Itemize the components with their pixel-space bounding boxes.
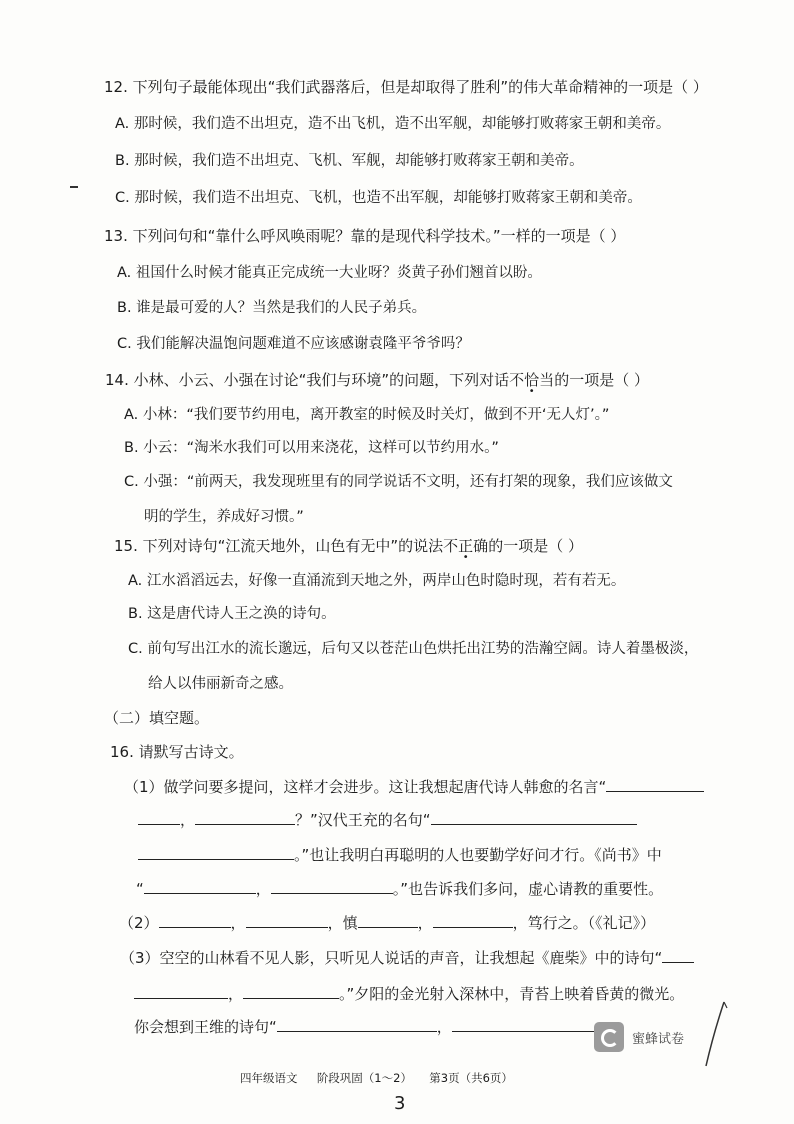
q16-part3-text3: 你会想到王维的诗句“	[134, 1018, 277, 1036]
q16-part1-text2: ？”汉代王充的名句“	[295, 811, 431, 829]
q16-comma: ，	[180, 811, 196, 829]
answer-blank[interactable]	[138, 843, 294, 860]
q15-option-b: B. 这是唐代诗人王之涣的诗句。	[128, 606, 336, 622]
pen-mark	[700, 1000, 730, 1070]
q16-stem: 16. 请默写古诗文。	[110, 743, 244, 761]
q16-comma: ，	[436, 1018, 452, 1036]
q16-comma: ，	[417, 914, 433, 932]
q15-stem-post: 的一项是（ ）	[488, 537, 583, 555]
q16-part2-label: （2）	[119, 914, 159, 932]
answer-blank[interactable]	[431, 808, 637, 825]
answer-blank[interactable]	[433, 911, 513, 928]
footer-info	[240, 1068, 513, 1088]
q16-part1-text4: 。”也告诉我们多问，虚心请教的重要性。	[392, 880, 664, 898]
q13-option-c: C. 我们能解决温饱问题难道不应该感谢袁隆平爷爷吗？	[117, 336, 470, 352]
q16-part2-shen: ，慎	[327, 914, 358, 932]
answer-blank[interactable]	[358, 911, 418, 928]
scan-speck	[70, 186, 78, 188]
q16-part3-line1	[120, 946, 694, 968]
q14-option-c-line1: C. 小强：“前两天，我发现班里有的同学说话不文明，还有打架的现象，我们应该做文	[124, 474, 673, 490]
q15-stem-emphasis: 不正确	[443, 537, 489, 555]
answer-blank[interactable]	[452, 1015, 610, 1032]
answer-blank[interactable]	[134, 982, 228, 999]
footer-subject: 四年级语文	[240, 1071, 298, 1085]
q16-part3-line2	[134, 982, 684, 1004]
answer-blank[interactable]	[195, 808, 295, 825]
q16-part2-end: ，笃行之。（《礼记》）	[512, 914, 656, 932]
footer-unit: 阶段巩固（1～2）	[316, 1071, 412, 1085]
q15-option-a: A. 江水滔滔远去，好像一直涌流到天地之外，两岸山色时隐时现，若有若无。	[128, 573, 626, 589]
answer-blank[interactable]	[144, 877, 256, 894]
q16-part1-line2	[138, 808, 637, 830]
q12-stem: 12. 下列句子最能体现出“我们武器落后，但是却取得了胜利”的伟大革命精神的一项是（ ）	[104, 78, 708, 96]
answer-blank[interactable]	[159, 911, 231, 928]
answer-blank[interactable]	[138, 808, 180, 825]
page-number: 3	[394, 1093, 406, 1114]
q12-option-b: B. 那时候，我们造不出坦克、飞机、军舰，却能够打败蒋家王朝和美帝。	[115, 153, 584, 169]
q13-option-a: A. 祖国什么时候才能真正完成统一大业呀？炎黄子孙们翘首以盼。	[117, 265, 542, 281]
q16-part1-line3	[138, 843, 662, 865]
q16-open-quote: “	[136, 880, 144, 898]
answer-blank[interactable]	[271, 877, 393, 894]
q14-option-b: B. 小云：“淘米水我们可以用来浇花，这样可以节约用水。”	[124, 440, 499, 456]
q15-stem-pre: 15. 下列对诗句“江流天地外，山色有无中”的说法	[114, 537, 444, 555]
q16-comma: ，	[255, 880, 271, 898]
answer-blank[interactable]	[662, 946, 694, 963]
q15-stem	[114, 536, 583, 556]
q16-part1-text3: 。”也让我明白再聪明的人也要勤学好问才行。《尚书》中	[294, 846, 662, 864]
answer-blank[interactable]	[243, 982, 339, 999]
q15-option-c-line2: 给人以伟丽新奇之感。	[148, 676, 293, 692]
q14-option-c-line2: 明的学生，养成好习惯。”	[144, 509, 304, 525]
q16-part3-line3	[134, 1015, 610, 1037]
q14-stem-post: 的一项是（ ）	[554, 371, 649, 389]
q14-stem-pre: 14. 小林、小云、小强在讨论“我们与环境”的问题，下列对话	[105, 371, 510, 389]
q16-comma: ，	[230, 914, 246, 932]
q16-part3-text2: 。”夕阳的金光射入深林中，青苔上映着昏黄的微光。	[339, 985, 685, 1003]
watermark-text: 蜜蜂试卷	[632, 1032, 685, 1047]
answer-blank[interactable]	[277, 1015, 437, 1032]
footer-page: 第3页（共6页）	[429, 1071, 513, 1085]
q16-part1-line4	[136, 877, 663, 899]
section-fill-in-title: （二）填空题。	[104, 709, 210, 727]
answer-blank[interactable]	[246, 911, 328, 928]
q13-option-b: B. 谁是最可爱的人？当然是我们的人民子弟兵。	[117, 300, 427, 316]
q16-part1-text: （1）做学问要多提问，这样才会进步。这让我想起唐代诗人韩愈的名言“	[124, 778, 607, 796]
q12-option-a: A. 那时候，我们造不出坦克，造不出飞机，造不出军舰，却能够打败蒋家王朝和美帝。	[115, 116, 671, 132]
q14-stem-emphasis: 不恰当	[509, 371, 555, 389]
answer-blank[interactable]	[606, 775, 704, 792]
watermark-logo-icon	[594, 1022, 624, 1052]
q16-part2	[119, 911, 655, 933]
q16-part3-text: （3）空空的山林看不见人影，只听见人说话的声音，让我想起《鹿柴》中的诗句“	[120, 949, 663, 967]
q16-comma: ，	[228, 985, 244, 1003]
q12-option-c: C. 那时候，我们造不出坦克、飞机，也造不出军舰，却能够打败蒋家王朝和美帝。	[115, 190, 642, 206]
q14-stem	[105, 370, 649, 390]
q14-option-a: A. 小林：“我们要节约用电，离开教室的时候及时关灯，做到不开‘无人灯’。”	[124, 407, 610, 423]
q13-stem: 13. 下列问句和“靠什么呼风唤雨呢？靠的是现代科学技术。”一样的一项是（ ）	[104, 227, 626, 245]
q15-option-c-line1: C. 前句写出江水的流长邈远，后句又以苍茫山色烘托出江势的浩瀚空阔。诗人着墨极淡，	[128, 641, 699, 657]
q16-part1-line1	[124, 775, 704, 797]
